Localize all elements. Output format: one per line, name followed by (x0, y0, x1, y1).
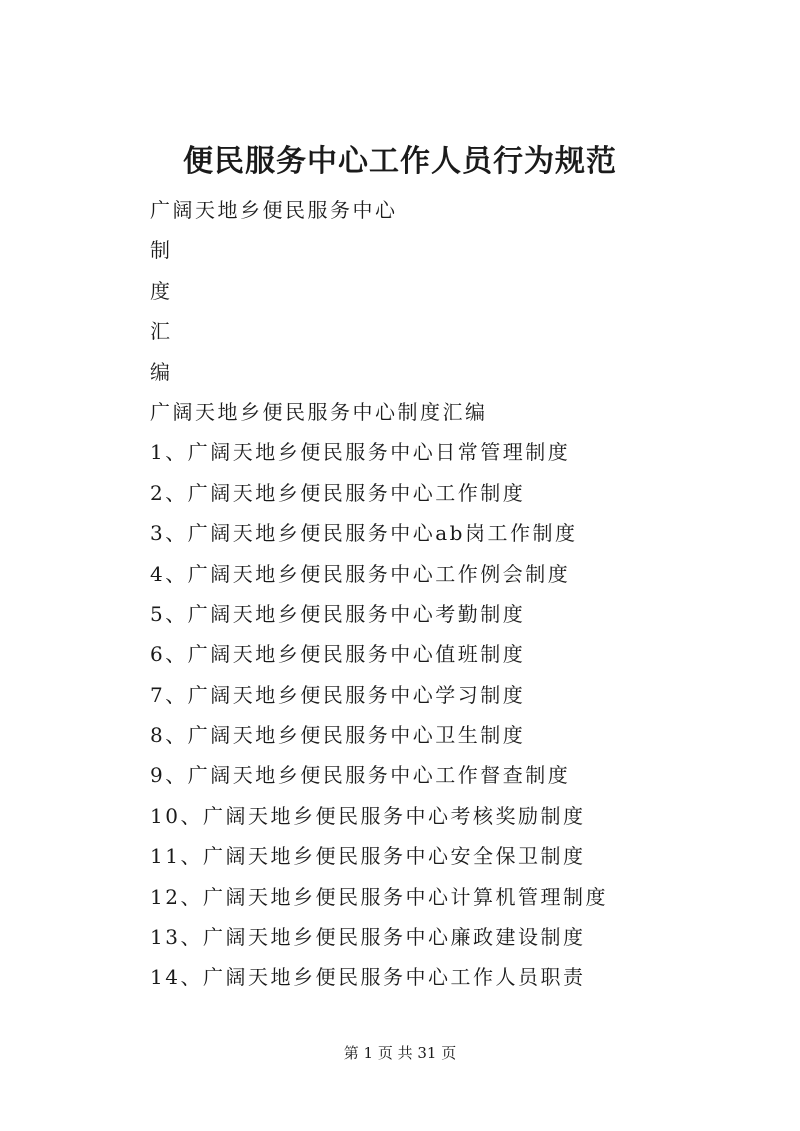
text-line: 制 (150, 238, 173, 263)
list-item: 4、广阔天地乡便民服务中心工作例会制度 (150, 561, 571, 586)
list-item: 14、广阔天地乡便民服务中心工作人员职责 (150, 965, 586, 990)
text-line: 编 (150, 359, 173, 384)
list-item: 11、广阔天地乡便民服务中心安全保卫制度 (150, 844, 586, 869)
list-item: 5、广阔天地乡便民服务中心考勤制度 (150, 601, 526, 626)
text-line: 汇 (150, 319, 173, 344)
document-body (150, 190, 770, 998)
list-item: 6、广阔天地乡便民服务中心值班制度 (150, 642, 526, 667)
list-item: 7、广阔天地乡便民服务中心学习制度 (150, 682, 526, 707)
page-title: 便民服务中心工作人员行为规范 (183, 144, 617, 179)
list-item: 3、广阔天地乡便民服务中心ab岗工作制度 (150, 521, 578, 546)
list-item: 13、广阔天地乡便民服务中心廉政建设制度 (150, 925, 586, 950)
text-line: 广阔天地乡便民服务中心 (150, 198, 398, 222)
text-line: 度 (150, 278, 173, 303)
text-line: 广阔天地乡便民服务中心制度汇编 (150, 399, 488, 424)
list-item: 1、广阔天地乡便民服务中心日常管理制度 (150, 440, 571, 465)
list-item: 2、广阔天地乡便民服务中心工作制度 (150, 480, 526, 505)
list-item: 8、广阔天地乡便民服务中心卫生制度 (150, 723, 526, 748)
list-item: 12、广阔天地乡便民服务中心计算机管理制度 (150, 884, 608, 909)
list-item: 10、广阔天地乡便民服务中心考核奖励制度 (150, 803, 586, 828)
list-item: 9、广阔天地乡便民服务中心工作督查制度 (150, 763, 571, 788)
page-footer: 第 1 页 共 31 页 (343, 1044, 457, 1062)
